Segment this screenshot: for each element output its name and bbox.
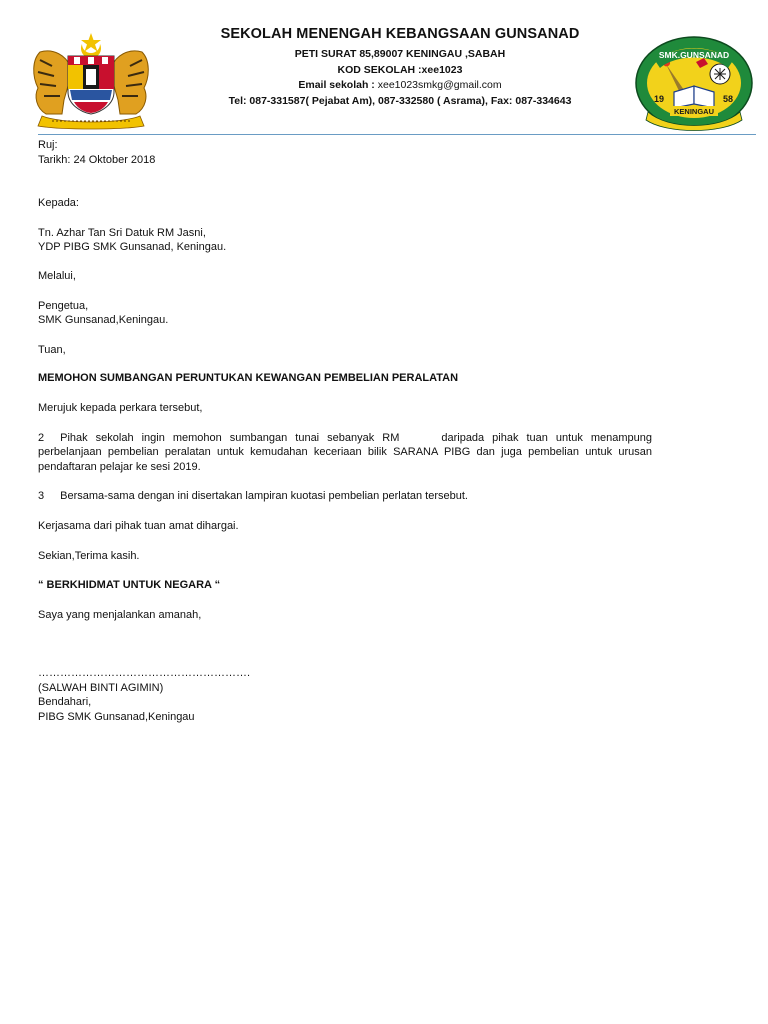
paragraph-2: [38, 431, 652, 475]
logo-year-left: 19: [654, 94, 665, 104]
paragraph-3-number: 3: [38, 490, 45, 503]
school-code: KOD SEKOLAH :xee1023: [337, 63, 463, 76]
letterhead-text: [170, 26, 630, 109]
slogan-line: “ BERKHIDMAT UNTUK NEGARA “: [38, 579, 221, 592]
recipient-line-2: YDP PIBG SMK Gunsanad, Keningau.: [38, 241, 227, 254]
salutation: Tuan,: [38, 343, 66, 356]
malaysia-coat-of-arms-icon: [22, 30, 160, 130]
cooperation-line: Kerjasama dari pihak tuan amat dihargai.: [38, 519, 239, 532]
school-email: [170, 78, 630, 94]
school-phone: Tel: 087-331587( Pejabat Am), 087-332580 ( Asrama), Fax: 087-334643: [228, 94, 572, 107]
logo-year-right: 58: [723, 94, 734, 104]
signature-line: ………………………………………………….: [38, 667, 251, 680]
logo-place: KENINGAU: [673, 107, 715, 116]
paragraph-3: [38, 489, 652, 504]
letterhead: [0, 0, 768, 140]
paragraph-2-text-a: Pihak sekolah ingin memohon sumbangan tunai sebanyak RM: [60, 431, 400, 444]
logo-school-name: SMK.GUNSANAD: [658, 50, 730, 60]
recipient-line-1: Tn. Azhar Tan Sri Datuk RM Jasni,: [38, 226, 206, 239]
to-label: Kepada:: [38, 197, 79, 210]
email-label: Email sekolah :: [298, 79, 378, 91]
closing-line: Sekian,Terima kasih.: [38, 549, 140, 562]
email-address[interactable]: xee1023smkg@gmail.com: [377, 79, 502, 91]
paragraph-3-text: Bersama-sama dengan ini disertakan lampiran kuotasi pembelian perlatan tersebut.: [60, 490, 468, 503]
via-line-1: Pengetua,: [38, 299, 89, 312]
signer-organisation: PIBG SMK Gunsanad,Keningau: [38, 711, 195, 724]
letterhead-divider: [38, 134, 756, 135]
via-line-2: SMK Gunsanad,Keningau.: [38, 314, 169, 327]
letter-body: [38, 138, 652, 725]
letter-subject: MEMOHON SUMBANGAN PERUNTUKAN KEWANGAN PEMBELIAN PERALATAN: [38, 372, 459, 385]
reference-line: Ruj:: [38, 139, 58, 151]
date-line: Tarikh: 24 Oktober 2018: [38, 153, 156, 166]
school-name: SEKOLAH MENENGAH KEBANGSAAN GUNSANAD: [220, 26, 580, 42]
trust-line: Saya yang menjalankan amanah,: [38, 608, 202, 621]
paragraph-2-text-b: daripada pihak tuan untuk menampung perbelanjaan pembelian peralatan untuk kemudahan keceriaan bilik SARANA PIBG dan juga pembelian untuk urusan pendaftaran pelajar ke sesi 2019.: [38, 431, 652, 473]
via-label: Melalui,: [38, 269, 76, 282]
reference-sentence: Merujuk kepada perkara tersebut,: [38, 401, 203, 414]
school-address: PETI SURAT 85,89007 KENINGAU ,SABAH: [294, 48, 506, 60]
signer-name: (SALWAH BINTI AGIMIN): [38, 681, 164, 694]
smk-gunsanad-logo-icon: [634, 34, 754, 132]
paragraph-2-number: 2: [38, 431, 45, 444]
signer-title: Bendahari,: [38, 696, 92, 709]
